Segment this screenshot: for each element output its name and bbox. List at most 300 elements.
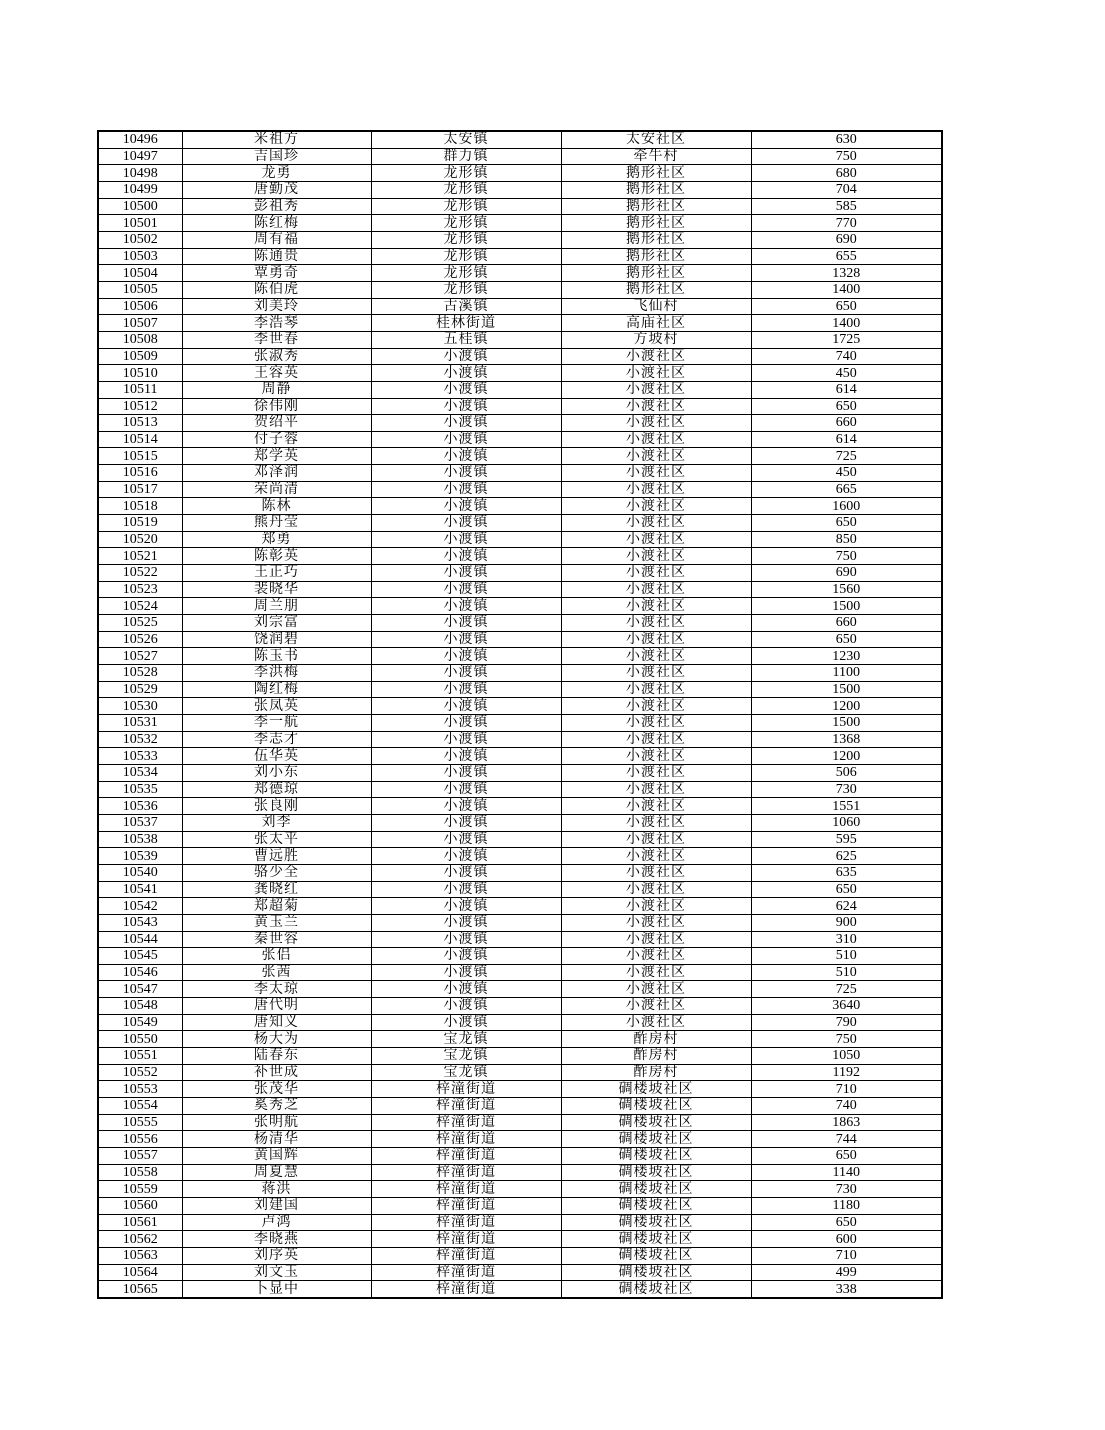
name-cell: 李太琼 [182, 981, 371, 998]
community-cell: 鹅形社区 [561, 165, 751, 182]
town-cell: 小渡镇 [371, 465, 561, 482]
name-cell: 覃勇奇 [182, 265, 371, 282]
table-row [98, 798, 942, 815]
name-cell: 张良刚 [182, 798, 371, 815]
community-cell: 小渡社区 [561, 731, 751, 748]
town-cell: 小渡镇 [371, 881, 561, 898]
table-row [98, 181, 942, 198]
data-table [97, 130, 943, 1299]
town-cell: 梓潼街道 [371, 1198, 561, 1215]
community-cell: 碉楼坡社区 [561, 1148, 751, 1165]
community-cell: 碉楼坡社区 [561, 1214, 751, 1231]
record-id-cell: 10518 [98, 498, 182, 515]
amount-cell: 690 [751, 231, 942, 248]
record-id-cell: 10565 [98, 1281, 182, 1298]
town-cell: 小渡镇 [371, 431, 561, 448]
amount-cell: 660 [751, 615, 942, 632]
name-cell: 张茜 [182, 964, 371, 981]
record-id-cell: 10515 [98, 448, 182, 465]
name-cell: 刘建国 [182, 1198, 371, 1215]
table-row [98, 781, 942, 798]
amount-cell: 510 [751, 948, 942, 965]
amount-cell: 725 [751, 448, 942, 465]
amount-cell: 655 [751, 248, 942, 265]
record-id-cell: 10505 [98, 281, 182, 298]
table-row [98, 431, 942, 448]
record-id-cell: 10564 [98, 1264, 182, 1281]
amount-cell: 690 [751, 565, 942, 582]
town-cell: 小渡镇 [371, 798, 561, 815]
community-cell: 小渡社区 [561, 781, 751, 798]
community-cell: 小渡社区 [561, 748, 751, 765]
table-row [98, 331, 942, 348]
town-cell: 小渡镇 [371, 714, 561, 731]
town-cell: 梓潼街道 [371, 1114, 561, 1131]
record-id-cell: 10497 [98, 148, 182, 165]
table-row [98, 215, 942, 232]
record-id-cell: 10535 [98, 781, 182, 798]
record-id-cell: 10534 [98, 764, 182, 781]
amount-cell: 1200 [751, 698, 942, 715]
amount-cell: 1060 [751, 814, 942, 831]
amount-cell: 1368 [751, 731, 942, 748]
table-row [98, 964, 942, 981]
town-cell: 小渡镇 [371, 1014, 561, 1031]
record-id-cell: 10557 [98, 1148, 182, 1165]
record-id-cell: 10508 [98, 331, 182, 348]
amount-cell: 770 [751, 215, 942, 232]
town-cell: 小渡镇 [371, 698, 561, 715]
amount-cell: 710 [751, 1081, 942, 1098]
community-cell: 酢房村 [561, 1064, 751, 1081]
community-cell: 小渡社区 [561, 898, 751, 915]
town-cell: 小渡镇 [371, 398, 561, 415]
table-row [98, 981, 942, 998]
table-row [98, 881, 942, 898]
town-cell: 梓潼街道 [371, 1231, 561, 1248]
name-cell: 张太平 [182, 831, 371, 848]
table-row [98, 581, 942, 598]
name-cell: 李世春 [182, 331, 371, 348]
town-cell: 小渡镇 [371, 498, 561, 515]
table-row [98, 1081, 942, 1098]
town-cell: 小渡镇 [371, 948, 561, 965]
name-cell: 荣尚清 [182, 481, 371, 498]
table-row [98, 1031, 942, 1048]
community-cell: 小渡社区 [561, 964, 751, 981]
community-cell: 小渡社区 [561, 631, 751, 648]
amount-cell: 730 [751, 1181, 942, 1198]
record-id-cell: 10559 [98, 1181, 182, 1198]
table-row [98, 615, 942, 632]
amount-cell: 635 [751, 864, 942, 881]
amount-cell: 650 [751, 631, 942, 648]
name-cell: 郑勇 [182, 531, 371, 548]
record-id-cell: 10548 [98, 998, 182, 1015]
name-cell: 周兰朋 [182, 598, 371, 615]
community-cell: 小渡社区 [561, 531, 751, 548]
record-id-cell: 10500 [98, 198, 182, 215]
table-row [98, 1281, 942, 1298]
town-cell: 小渡镇 [371, 848, 561, 865]
table-row [98, 348, 942, 365]
community-cell: 小渡社区 [561, 581, 751, 598]
community-cell: 方坡村 [561, 331, 751, 348]
record-id-cell: 10527 [98, 648, 182, 665]
record-id-cell: 10521 [98, 548, 182, 565]
town-cell: 小渡镇 [371, 764, 561, 781]
community-cell: 小渡社区 [561, 398, 751, 415]
record-id-cell: 10529 [98, 681, 182, 698]
name-cell: 张侣 [182, 948, 371, 965]
record-id-cell: 10544 [98, 931, 182, 948]
community-cell: 小渡社区 [561, 665, 751, 682]
community-cell: 飞仙村 [561, 298, 751, 315]
name-cell: 龚晓红 [182, 881, 371, 898]
name-cell: 陈玉书 [182, 648, 371, 665]
amount-cell: 624 [751, 898, 942, 915]
table-row [98, 731, 942, 748]
name-cell: 唐知义 [182, 1014, 371, 1031]
town-cell: 小渡镇 [371, 781, 561, 798]
town-cell: 桂林街道 [371, 315, 561, 332]
table-row [98, 231, 942, 248]
community-cell: 小渡社区 [561, 981, 751, 998]
name-cell: 吉国珍 [182, 148, 371, 165]
name-cell: 刘美玲 [182, 298, 371, 315]
community-cell: 小渡社区 [561, 515, 751, 532]
amount-cell: 585 [751, 198, 942, 215]
record-id-cell: 10523 [98, 581, 182, 598]
name-cell: 邓泽润 [182, 465, 371, 482]
community-cell: 鹅形社区 [561, 181, 751, 198]
amount-cell: 1192 [751, 1064, 942, 1081]
amount-cell: 499 [751, 1264, 942, 1281]
table-row [98, 415, 942, 432]
table-row [98, 681, 942, 698]
town-cell: 小渡镇 [371, 931, 561, 948]
record-id-cell: 10517 [98, 481, 182, 498]
town-cell: 小渡镇 [371, 448, 561, 465]
community-cell: 酢房村 [561, 1048, 751, 1065]
name-cell: 李晓燕 [182, 1231, 371, 1248]
record-id-cell: 10547 [98, 981, 182, 998]
amount-cell: 3640 [751, 998, 942, 1015]
community-cell: 高庙社区 [561, 315, 751, 332]
name-cell: 张凤英 [182, 698, 371, 715]
table-row [98, 898, 942, 915]
town-cell: 小渡镇 [371, 731, 561, 748]
record-id-cell: 10509 [98, 348, 182, 365]
amount-cell: 450 [751, 365, 942, 382]
table-row [98, 998, 942, 1015]
name-cell: 唐勤茂 [182, 181, 371, 198]
town-cell: 龙形镇 [371, 281, 561, 298]
name-cell: 彭祖秀 [182, 198, 371, 215]
record-id-cell: 10549 [98, 1014, 182, 1031]
record-id-cell: 10541 [98, 881, 182, 898]
community-cell: 小渡社区 [561, 881, 751, 898]
record-id-cell: 10545 [98, 948, 182, 965]
table-row [98, 365, 942, 382]
community-cell: 碉楼坡社区 [561, 1181, 751, 1198]
name-cell: 郑超菊 [182, 898, 371, 915]
community-cell: 小渡社区 [561, 798, 751, 815]
amount-cell: 450 [751, 465, 942, 482]
amount-cell: 665 [751, 481, 942, 498]
community-cell: 碉楼坡社区 [561, 1281, 751, 1298]
record-id-cell: 10513 [98, 415, 182, 432]
name-cell: 陈红梅 [182, 215, 371, 232]
town-cell: 太安镇 [371, 131, 561, 148]
town-cell: 小渡镇 [371, 831, 561, 848]
amount-cell: 660 [751, 415, 942, 432]
name-cell: 李一航 [182, 714, 371, 731]
community-cell: 小渡社区 [561, 681, 751, 698]
table-row [98, 1264, 942, 1281]
name-cell: 卜显中 [182, 1281, 371, 1298]
town-cell: 梓潼街道 [371, 1214, 561, 1231]
table-row [98, 298, 942, 315]
record-id-cell: 10550 [98, 1031, 182, 1048]
amount-cell: 1863 [751, 1114, 942, 1131]
record-id-cell: 10510 [98, 365, 182, 382]
record-id-cell: 10546 [98, 964, 182, 981]
table-row [98, 1064, 942, 1081]
town-cell: 小渡镇 [371, 615, 561, 632]
name-cell: 奚秀芝 [182, 1098, 371, 1115]
table-row [98, 1164, 942, 1181]
community-cell: 小渡社区 [561, 548, 751, 565]
amount-cell: 506 [751, 764, 942, 781]
community-cell: 小渡社区 [561, 998, 751, 1015]
town-cell: 小渡镇 [371, 648, 561, 665]
amount-cell: 1400 [751, 315, 942, 332]
amount-cell: 338 [751, 1281, 942, 1298]
name-cell: 补世成 [182, 1064, 371, 1081]
amount-cell: 1725 [751, 331, 942, 348]
town-cell: 小渡镇 [371, 981, 561, 998]
record-id-cell: 10496 [98, 131, 182, 148]
amount-cell: 1500 [751, 681, 942, 698]
record-id-cell: 10503 [98, 248, 182, 265]
record-id-cell: 10498 [98, 165, 182, 182]
amount-cell: 750 [751, 548, 942, 565]
community-cell: 酢房村 [561, 1031, 751, 1048]
amount-cell: 1100 [751, 665, 942, 682]
table-row [98, 848, 942, 865]
community-cell: 碉楼坡社区 [561, 1131, 751, 1148]
name-cell: 李志才 [182, 731, 371, 748]
amount-cell: 740 [751, 1098, 942, 1115]
town-cell: 龙形镇 [371, 248, 561, 265]
amount-cell: 680 [751, 165, 942, 182]
amount-cell: 740 [751, 348, 942, 365]
amount-cell: 1050 [751, 1048, 942, 1065]
table-row [98, 565, 942, 582]
record-id-cell: 10501 [98, 215, 182, 232]
amount-cell: 750 [751, 148, 942, 165]
name-cell: 付子蓉 [182, 431, 371, 448]
table-row [98, 665, 942, 682]
community-cell: 碉楼坡社区 [561, 1198, 751, 1215]
community-cell: 小渡社区 [561, 498, 751, 515]
amount-cell: 650 [751, 398, 942, 415]
name-cell: 黄国辉 [182, 1148, 371, 1165]
name-cell: 蒋洪 [182, 1181, 371, 1198]
table-row [98, 198, 942, 215]
community-cell: 小渡社区 [561, 565, 751, 582]
community-cell: 碉楼坡社区 [561, 1164, 751, 1181]
amount-cell: 650 [751, 515, 942, 532]
table-row [98, 1098, 942, 1115]
community-cell: 小渡社区 [561, 848, 751, 865]
town-cell: 梓潼街道 [371, 1164, 561, 1181]
name-cell: 陈伯虎 [182, 281, 371, 298]
table-row [98, 148, 942, 165]
amount-cell: 710 [751, 1247, 942, 1264]
community-cell: 碉楼坡社区 [561, 1098, 751, 1115]
town-cell: 小渡镇 [371, 348, 561, 365]
community-cell: 碉楼坡社区 [561, 1081, 751, 1098]
town-cell: 龙形镇 [371, 198, 561, 215]
town-cell: 梓潼街道 [371, 1098, 561, 1115]
record-id-cell: 10524 [98, 598, 182, 615]
record-id-cell: 10562 [98, 1231, 182, 1248]
town-cell: 小渡镇 [371, 864, 561, 881]
community-cell: 小渡社区 [561, 415, 751, 432]
name-cell: 李洪梅 [182, 665, 371, 682]
table-row [98, 531, 942, 548]
town-cell: 龙形镇 [371, 165, 561, 182]
amount-cell: 1140 [751, 1164, 942, 1181]
community-cell: 鹅形社区 [561, 265, 751, 282]
amount-cell: 900 [751, 914, 942, 931]
name-cell: 贺绍平 [182, 415, 371, 432]
name-cell: 刘宗富 [182, 615, 371, 632]
record-id-cell: 10556 [98, 1131, 182, 1148]
table-body [98, 131, 942, 1298]
community-cell: 小渡社区 [561, 381, 751, 398]
town-cell: 龙形镇 [371, 265, 561, 282]
name-cell: 张明航 [182, 1114, 371, 1131]
record-id-cell: 10558 [98, 1164, 182, 1181]
amount-cell: 310 [751, 931, 942, 948]
table-row [98, 248, 942, 265]
town-cell: 小渡镇 [371, 548, 561, 565]
record-id-cell: 10563 [98, 1247, 182, 1264]
table-row [98, 1148, 942, 1165]
amount-cell: 850 [751, 531, 942, 548]
town-cell: 小渡镇 [371, 631, 561, 648]
town-cell: 梓潼街道 [371, 1081, 561, 1098]
name-cell: 秦世容 [182, 931, 371, 948]
town-cell: 宝龙镇 [371, 1031, 561, 1048]
amount-cell: 650 [751, 881, 942, 898]
name-cell: 李浩琴 [182, 315, 371, 332]
record-id-cell: 10560 [98, 1198, 182, 1215]
town-cell: 梓潼街道 [371, 1131, 561, 1148]
table-row [98, 1247, 942, 1264]
record-id-cell: 10531 [98, 714, 182, 731]
record-id-cell: 10532 [98, 731, 182, 748]
name-cell: 徐伟刚 [182, 398, 371, 415]
town-cell: 龙形镇 [371, 231, 561, 248]
amount-cell: 650 [751, 1214, 942, 1231]
name-cell: 杨大为 [182, 1031, 371, 1048]
amount-cell: 750 [751, 1031, 942, 1048]
town-cell: 小渡镇 [371, 565, 561, 582]
amount-cell: 730 [751, 781, 942, 798]
table-row [98, 648, 942, 665]
amount-cell: 1560 [751, 581, 942, 598]
town-cell: 梓潼街道 [371, 1281, 561, 1298]
table-row [98, 1231, 942, 1248]
record-id-cell: 10551 [98, 1048, 182, 1065]
table-row [98, 281, 942, 298]
town-cell: 群力镇 [371, 148, 561, 165]
record-id-cell: 10561 [98, 1214, 182, 1231]
community-cell: 小渡社区 [561, 465, 751, 482]
community-cell: 小渡社区 [561, 764, 751, 781]
community-cell: 鹅形社区 [561, 248, 751, 265]
name-cell: 陆春东 [182, 1048, 371, 1065]
table-row [98, 165, 942, 182]
table-row [98, 265, 942, 282]
community-cell: 碉楼坡社区 [561, 1264, 751, 1281]
town-cell: 小渡镇 [371, 598, 561, 615]
amount-cell: 1328 [751, 265, 942, 282]
amount-cell: 600 [751, 1231, 942, 1248]
record-id-cell: 10519 [98, 515, 182, 532]
community-cell: 鹅形社区 [561, 198, 751, 215]
table-row [98, 764, 942, 781]
record-id-cell: 10506 [98, 298, 182, 315]
amount-cell: 1400 [751, 281, 942, 298]
name-cell: 陈林 [182, 498, 371, 515]
amount-cell: 650 [751, 298, 942, 315]
record-id-cell: 10538 [98, 831, 182, 848]
town-cell: 小渡镇 [371, 365, 561, 382]
name-cell: 杨清华 [182, 1131, 371, 1148]
record-id-cell: 10539 [98, 848, 182, 865]
table-row [98, 398, 942, 415]
town-cell: 小渡镇 [371, 381, 561, 398]
name-cell: 周静 [182, 381, 371, 398]
record-id-cell: 10553 [98, 1081, 182, 1098]
record-id-cell: 10507 [98, 315, 182, 332]
amount-cell: 1500 [751, 714, 942, 731]
name-cell: 黄玉兰 [182, 914, 371, 931]
amount-cell: 744 [751, 1131, 942, 1148]
name-cell: 刘文玉 [182, 1264, 371, 1281]
town-cell: 小渡镇 [371, 665, 561, 682]
record-id-cell: 10499 [98, 181, 182, 198]
community-cell: 碉楼坡社区 [561, 1114, 751, 1131]
amount-cell: 614 [751, 431, 942, 448]
name-cell: 曹远胜 [182, 848, 371, 865]
community-cell: 鹅形社区 [561, 281, 751, 298]
table-row [98, 1131, 942, 1148]
town-cell: 小渡镇 [371, 914, 561, 931]
amount-cell: 1551 [751, 798, 942, 815]
amount-cell: 510 [751, 964, 942, 981]
community-cell: 小渡社区 [561, 448, 751, 465]
community-cell: 小渡社区 [561, 831, 751, 848]
name-cell: 周有福 [182, 231, 371, 248]
amount-cell: 725 [751, 981, 942, 998]
table-row [98, 864, 942, 881]
